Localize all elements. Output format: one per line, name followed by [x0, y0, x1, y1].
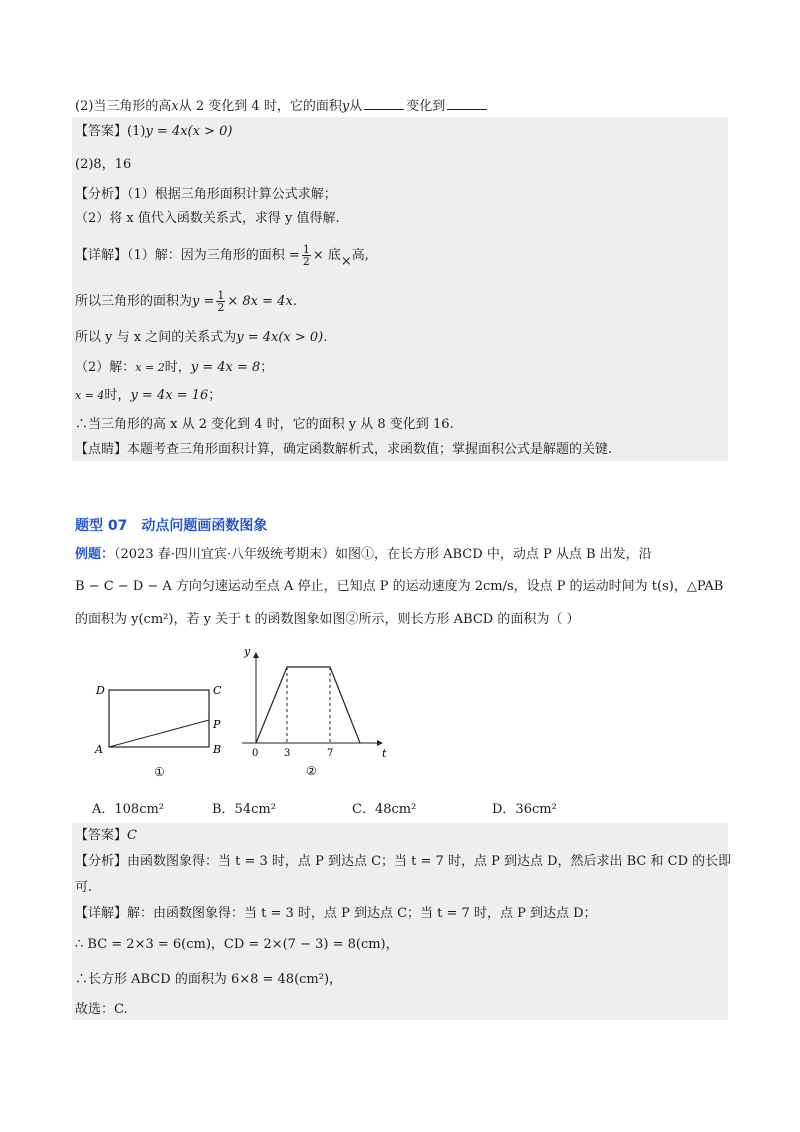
detail-text-2c: × 8x = 4x [227, 294, 293, 309]
ex-analysis-line-1 [75, 852, 731, 872]
comment-text: 本题考查三角形面积计算，确定函数解析式，求函数值；掌握面积公式是解题的关键. [127, 442, 613, 457]
axis-y-label: y [244, 645, 251, 658]
example-line-2: B − C − D − A 方向匀速运动至点 A 停止，已知点 P 的运动速度为 2cm/s，设点 P 的运动时间为 t(s)，△PAB [75, 579, 724, 594]
ex-analysis-label: 【分析】 [75, 854, 128, 869]
analysis-line-1 [75, 185, 337, 205]
detail-text-5a: x = 4 [75, 389, 105, 402]
detail-text-5c: y = 4x = 16 [130, 388, 209, 403]
detail-text-5d: ； [208, 388, 222, 403]
detail-text-4e: ； [260, 360, 274, 375]
figure-rectangle [90, 680, 230, 780]
detail-text-1a: （1）解：因为三角形的面积 = [127, 248, 300, 263]
detail-text-5b: 时， [104, 388, 131, 403]
question-part2 [75, 95, 489, 117]
section-number: 题型 07 [75, 518, 128, 534]
label-a: A [95, 743, 103, 756]
detail-text-1b: × 底 [312, 248, 341, 263]
analysis-line-2: （2）将 x 值代入函数关系式，求得 y 值得解. [75, 211, 340, 226]
q2-to: 变化到 [406, 99, 446, 114]
answer-line-1 [75, 122, 232, 142]
origin-label: 0 [252, 748, 259, 759]
detail-line-4 [75, 358, 273, 378]
segment-ap [109, 720, 209, 747]
fraction-half-2 [216, 290, 225, 313]
graph-line [256, 667, 360, 743]
option-d: D．36cm² [492, 802, 557, 817]
detail-text-4d: y = 4x = 8 [190, 360, 261, 375]
example-line-1 [75, 545, 652, 565]
detail-line-2 [75, 290, 297, 313]
comment-line [75, 440, 612, 460]
ex-detail-text-1: 解：由函数图象得：当 t = 3 时，点 P 到达点 C；当 t = 7 时，点 P 到达点 D； [127, 906, 597, 921]
detail-text-4b: x = 2 [135, 361, 165, 374]
answer-formula: y = 4x(x > 0) [145, 124, 233, 139]
analysis-label: 【分析】 [75, 187, 128, 202]
figure1-caption: ① [154, 765, 165, 779]
frac-num-2: 1 [217, 289, 225, 302]
detail-line-5 [75, 386, 221, 406]
detail-text-3b: y = 4x(x > 0) [236, 330, 324, 345]
frac-den-2: 2 [217, 301, 225, 314]
ex-answer-line [75, 826, 137, 846]
label-p: P [213, 718, 221, 731]
detail-line-3 [75, 328, 327, 348]
ex-answer-value: C [127, 828, 137, 843]
q2-prefix: (2)当三角形的高 [75, 99, 172, 114]
detail-text-2b: y = [192, 294, 215, 309]
tick-3-label: 3 [284, 748, 291, 759]
example-line-3: 的面积为 y(cm²)，若 y 关于 t 的函数图象如图②所示，则长方形 ABCD 的面积为（ ） [75, 612, 580, 627]
figure2-caption: ② [306, 764, 317, 778]
ex-detail-line-1 [75, 904, 597, 924]
ex-detail-line-4: 故选：C. [75, 1002, 128, 1017]
detail-text-4c: 时， [164, 360, 191, 375]
fraction-half [302, 244, 311, 267]
frac-num: 1 [302, 243, 310, 256]
detail-text-2a: 所以三角形的面积为 [75, 294, 193, 309]
q2-var-x: x [171, 99, 179, 114]
ex-answer-label: 【答案】 [75, 828, 128, 843]
label-c: C [213, 684, 222, 697]
detail-text-4a: （2）解： [75, 360, 136, 375]
answer-label: 【答案】 [75, 124, 128, 139]
detail-text-3c: . [323, 330, 328, 345]
rectangle-abcd [109, 690, 209, 747]
detail-text-2d: . [292, 294, 297, 309]
solution-panel [72, 117, 728, 461]
example-text-1: （2023 春·四川宜宾·八年级统考期末）如图①，在长方形 ABCD 中，动点 P 从点 B 出发，沿 [114, 547, 652, 562]
q2-from: 从 [349, 99, 363, 114]
comment-label: 【点睛】 [75, 442, 128, 457]
option-c: C．48cm² [352, 802, 417, 817]
figure-graph [232, 645, 402, 780]
tick-7-label: 7 [327, 748, 334, 759]
detail-text-3a: 所以 y 与 x 之间的关系式为 [75, 330, 237, 345]
q2-mid: 从 2 变化到 4 时，它的面积 [178, 99, 342, 114]
detail-line-1 [75, 244, 369, 267]
ex-detail-line-3: ∴长方形 ABCD 的面积为 6×8 = 48(cm²)， [75, 972, 343, 987]
detail-line-6: ∴当三角形的高 x 从 2 变化到 4 时，它的面积 y 从 8 变化到 16. [75, 417, 454, 432]
option-a: A．108cm² [92, 802, 165, 817]
example-label: 例题： [75, 547, 115, 562]
section-heading [75, 515, 281, 535]
ex-analysis-line-2: 可. [75, 880, 93, 895]
analysis-text-1: （1）根据三角形面积计算公式求解； [127, 187, 337, 202]
answer-blank-2 [447, 95, 487, 110]
detail-text-1d: 高, [351, 248, 369, 263]
answer-part: (1) [127, 124, 146, 139]
label-b: B [213, 743, 222, 756]
answer-blank-1 [364, 95, 404, 110]
q2-var-y: y [341, 99, 350, 114]
detail-label: 【详解】 [75, 248, 128, 263]
ex-detail-line-2: ∴ BC = 2×3 = 6(cm)，CD = 2×(7 − 3) = 8(cm)， [75, 937, 399, 952]
label-d: D [96, 684, 105, 697]
section-title: 动点问题画函数图象 [141, 518, 268, 534]
answer-line-2: (2)8，16 [75, 157, 132, 172]
ex-analysis-text-1: 由函数图象得：当 t = 3 时，点 P 到达点 C；当 t = 7 时，点 P 到达点 D，然后求出 BC 和 CD 的长即 [127, 854, 732, 869]
ex-detail-label: 【详解】 [75, 906, 128, 921]
detail-text-1c: × [340, 254, 352, 269]
frac-den: 2 [302, 255, 310, 268]
option-b: B．54cm² [212, 802, 276, 817]
axis-t-label: t [382, 747, 387, 760]
